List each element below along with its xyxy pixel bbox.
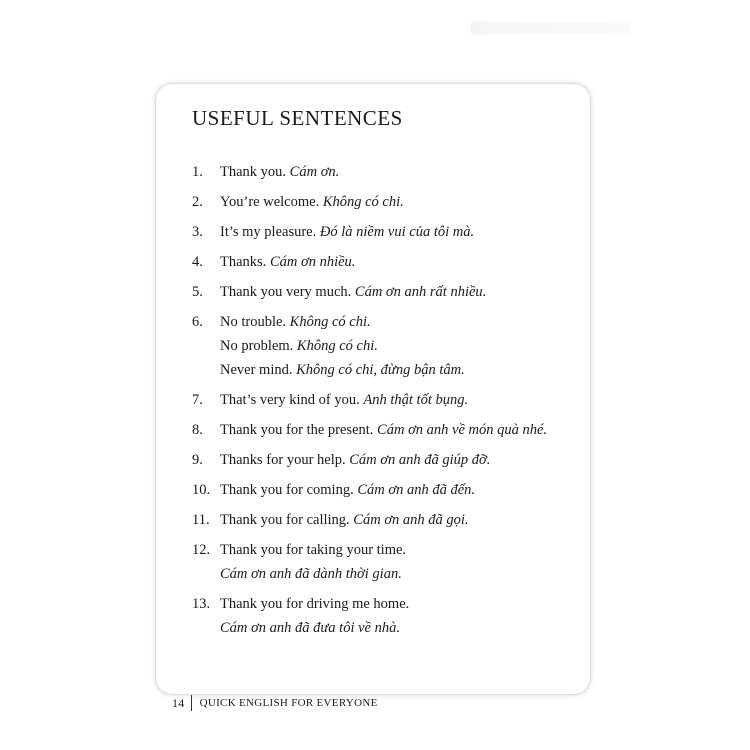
- sentence-line: [220, 616, 582, 640]
- footer-divider: [191, 695, 192, 711]
- english-sentence: It’s my pleasure.: [220, 224, 317, 240]
- english-sentence: Thank you very much.: [220, 284, 352, 300]
- list-item: [192, 418, 582, 442]
- vietnamese-translation: Anh thật tốt bụng.: [363, 392, 469, 408]
- list-item: [192, 190, 582, 214]
- vietnamese-translation: Cám ơn anh đã đến.: [357, 482, 476, 498]
- vietnamese-translation: Cám ơn anh đã dành thời gian.: [220, 566, 402, 582]
- english-sentence: Thank you for coming.: [220, 482, 354, 498]
- vietnamese-translation: Cám ơn anh rất nhiều.: [354, 284, 487, 300]
- item-number: 10.: [192, 482, 211, 498]
- sentence-line: [220, 160, 582, 184]
- sentence-line: [220, 310, 582, 334]
- vietnamese-translation: Cám ơn.: [289, 164, 340, 180]
- english-sentence: That’s very kind of you.: [220, 392, 360, 408]
- item-number: 13.: [192, 596, 211, 612]
- vietnamese-translation: Cám ơn anh đã đưa tôi về nhà.: [220, 620, 400, 636]
- sentence-line: [220, 448, 582, 472]
- sentence-line: [220, 280, 582, 304]
- sentence-line: [220, 538, 582, 562]
- sentence-line: [220, 508, 582, 532]
- item-number: 1.: [192, 164, 203, 180]
- item-number: 2.: [192, 194, 203, 210]
- list-item: [192, 592, 582, 640]
- vietnamese-translation: Không có chi.: [296, 338, 378, 354]
- vietnamese-translation: Cám ơn anh đã giúp đỡ.: [349, 452, 491, 468]
- item-number: 12.: [192, 542, 211, 558]
- item-number: 5.: [192, 284, 203, 300]
- item-number: 3.: [192, 224, 203, 240]
- english-sentence: No problem.: [220, 338, 294, 354]
- list-item: [192, 538, 582, 586]
- english-sentence: No trouble.: [220, 314, 287, 330]
- sentence-list: [192, 160, 582, 646]
- sentence-line: [220, 250, 582, 274]
- sentence-line: [220, 562, 582, 586]
- sentence-line: [220, 358, 582, 382]
- sentence-line: [220, 334, 582, 358]
- english-sentence: Never mind.: [220, 362, 293, 378]
- english-sentence: You’re welcome.: [220, 194, 320, 210]
- list-item: [192, 478, 582, 502]
- list-item: [192, 508, 582, 532]
- page-number: 14: [172, 695, 185, 710]
- vietnamese-translation: Cám ơn anh về món quà nhé.: [377, 422, 548, 438]
- vietnamese-translation: Đó là niềm vui của tôi mà.: [319, 224, 475, 240]
- english-sentence: Thank you for the present.: [220, 422, 374, 438]
- bleed-through-text: [470, 22, 630, 34]
- page-footer: [172, 695, 378, 711]
- list-item: [192, 388, 582, 412]
- sentence-line: [220, 220, 582, 244]
- item-number: 4.: [192, 254, 203, 270]
- vietnamese-translation: Không có chi.: [289, 314, 371, 330]
- sentence-line: [220, 388, 582, 412]
- english-sentence: Thank you.: [220, 164, 287, 180]
- vietnamese-translation: Cám ơn nhiều.: [269, 254, 356, 270]
- english-sentence: Thank you for calling.: [220, 512, 350, 528]
- english-sentence: Thank you for driving me home.: [220, 596, 410, 612]
- vietnamese-translation: Không có chi, đừng bận tâm.: [296, 362, 465, 378]
- section-title: USEFUL SENTENCES: [192, 106, 403, 130]
- list-item: [192, 250, 582, 274]
- list-item: [192, 220, 582, 244]
- list-item: [192, 310, 582, 382]
- item-number: 6.: [192, 314, 203, 330]
- sentence-line: [220, 190, 582, 214]
- english-sentence: Thank you for taking your time.: [220, 542, 407, 558]
- vietnamese-translation: Không có chi.: [322, 194, 404, 210]
- english-sentence: Thanks for your help.: [220, 452, 346, 468]
- sentence-line: [220, 592, 582, 616]
- item-number: 7.: [192, 392, 203, 408]
- list-item: [192, 448, 582, 472]
- book-title: QUICK ENGLISH FOR EVERYONE: [199, 697, 378, 709]
- english-sentence: Thanks.: [220, 254, 267, 270]
- item-number: 9.: [192, 452, 203, 468]
- item-number: 11.: [192, 512, 210, 528]
- item-number: 8.: [192, 422, 203, 438]
- sentence-line: [220, 478, 582, 502]
- vietnamese-translation: Cám ơn anh đã gọi.: [353, 512, 469, 528]
- list-item: [192, 280, 582, 304]
- sentence-line: [220, 418, 582, 442]
- list-item: [192, 160, 582, 184]
